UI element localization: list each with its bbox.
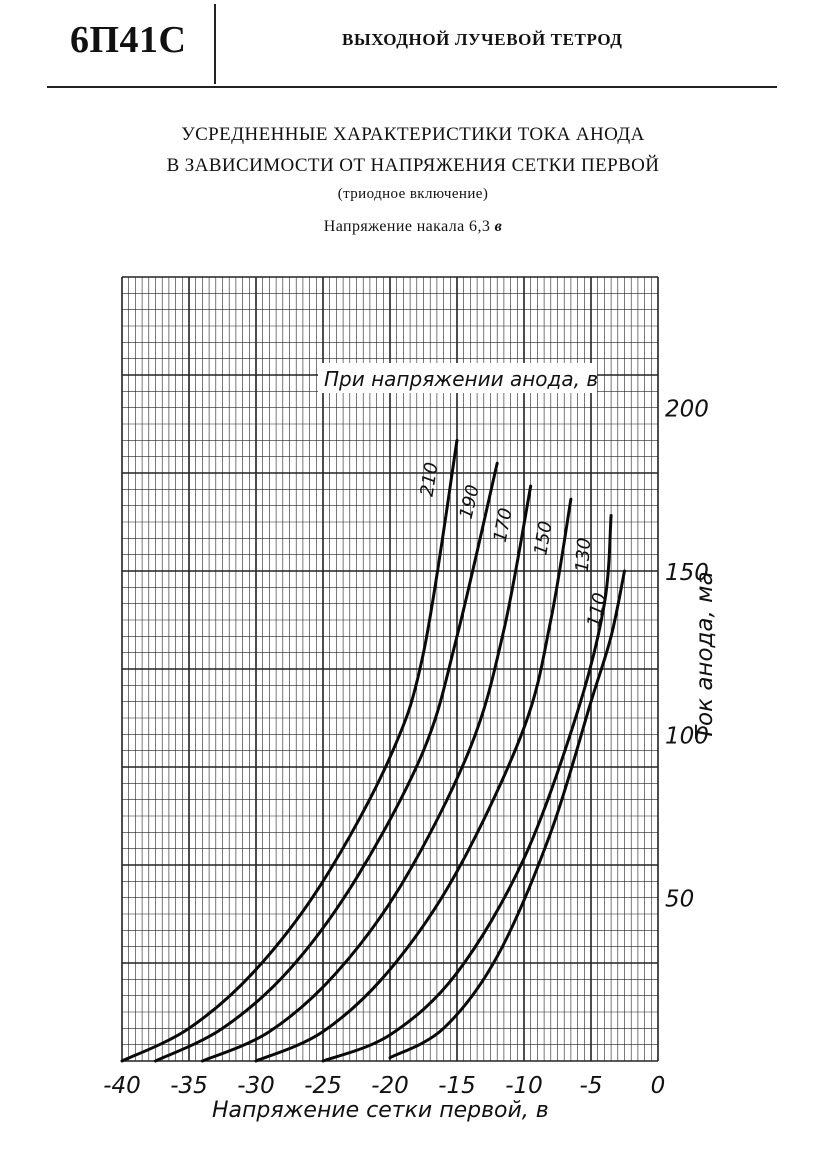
tube-model-title: 6П41С — [70, 19, 187, 61]
series-label-170: 170 — [489, 506, 517, 544]
series-label-190: 190 — [455, 482, 484, 522]
x-tick-label: -30 — [237, 1073, 275, 1099]
series-line-190 — [156, 460, 498, 1061]
chart-title-line-2: В ЗАВИСИМОСТИ ОТ НАПРЯЖЕНИЯ СЕТКИ ПЕРВОЙ — [166, 155, 660, 176]
x-tick-label: -10 — [505, 1073, 543, 1099]
y-axis-label: Ток анода, ма — [692, 571, 718, 740]
chart-title-line-1: УСРЕДНЕННЫЕ ХАРАКТЕРИСТИКИ ТОКА АНОДА — [181, 124, 645, 145]
x-tick-label: -25 — [304, 1073, 342, 1099]
x-tick-label: 0 — [650, 1073, 666, 1099]
x-tick-label: -20 — [371, 1073, 409, 1099]
series-label-110: 110 — [583, 590, 611, 629]
chart-subtitle: (триодное включение) — [337, 186, 489, 202]
tube-description: ВЫХОДНОЙ ЛУЧЕВОЙ ТЕТРОД — [342, 30, 623, 49]
x-tick-label: -35 — [170, 1073, 208, 1099]
series-label-130: 130 — [571, 537, 596, 573]
series-label-150: 150 — [530, 519, 557, 557]
series-label-210: 210 — [416, 460, 443, 499]
y-tick-label: 150 — [665, 560, 709, 586]
x-axis-label: Напряжение сетки первой, в — [212, 1098, 549, 1123]
x-tick-label: -5 — [579, 1073, 603, 1099]
x-tick-label: -40 — [103, 1073, 141, 1099]
filament-voltage-text: Напряжение накала 6,3 — [323, 218, 491, 235]
x-tick-labels — [103, 1073, 665, 1099]
filament-voltage-unit: в — [494, 218, 503, 235]
y-tick-label: 50 — [665, 886, 695, 913]
x-tick-label: -15 — [438, 1073, 476, 1099]
legend-title: При напряжении анода, в — [324, 367, 599, 391]
y-tick-label: 100 — [665, 723, 709, 750]
y-tick-label: 200 — [665, 396, 709, 423]
